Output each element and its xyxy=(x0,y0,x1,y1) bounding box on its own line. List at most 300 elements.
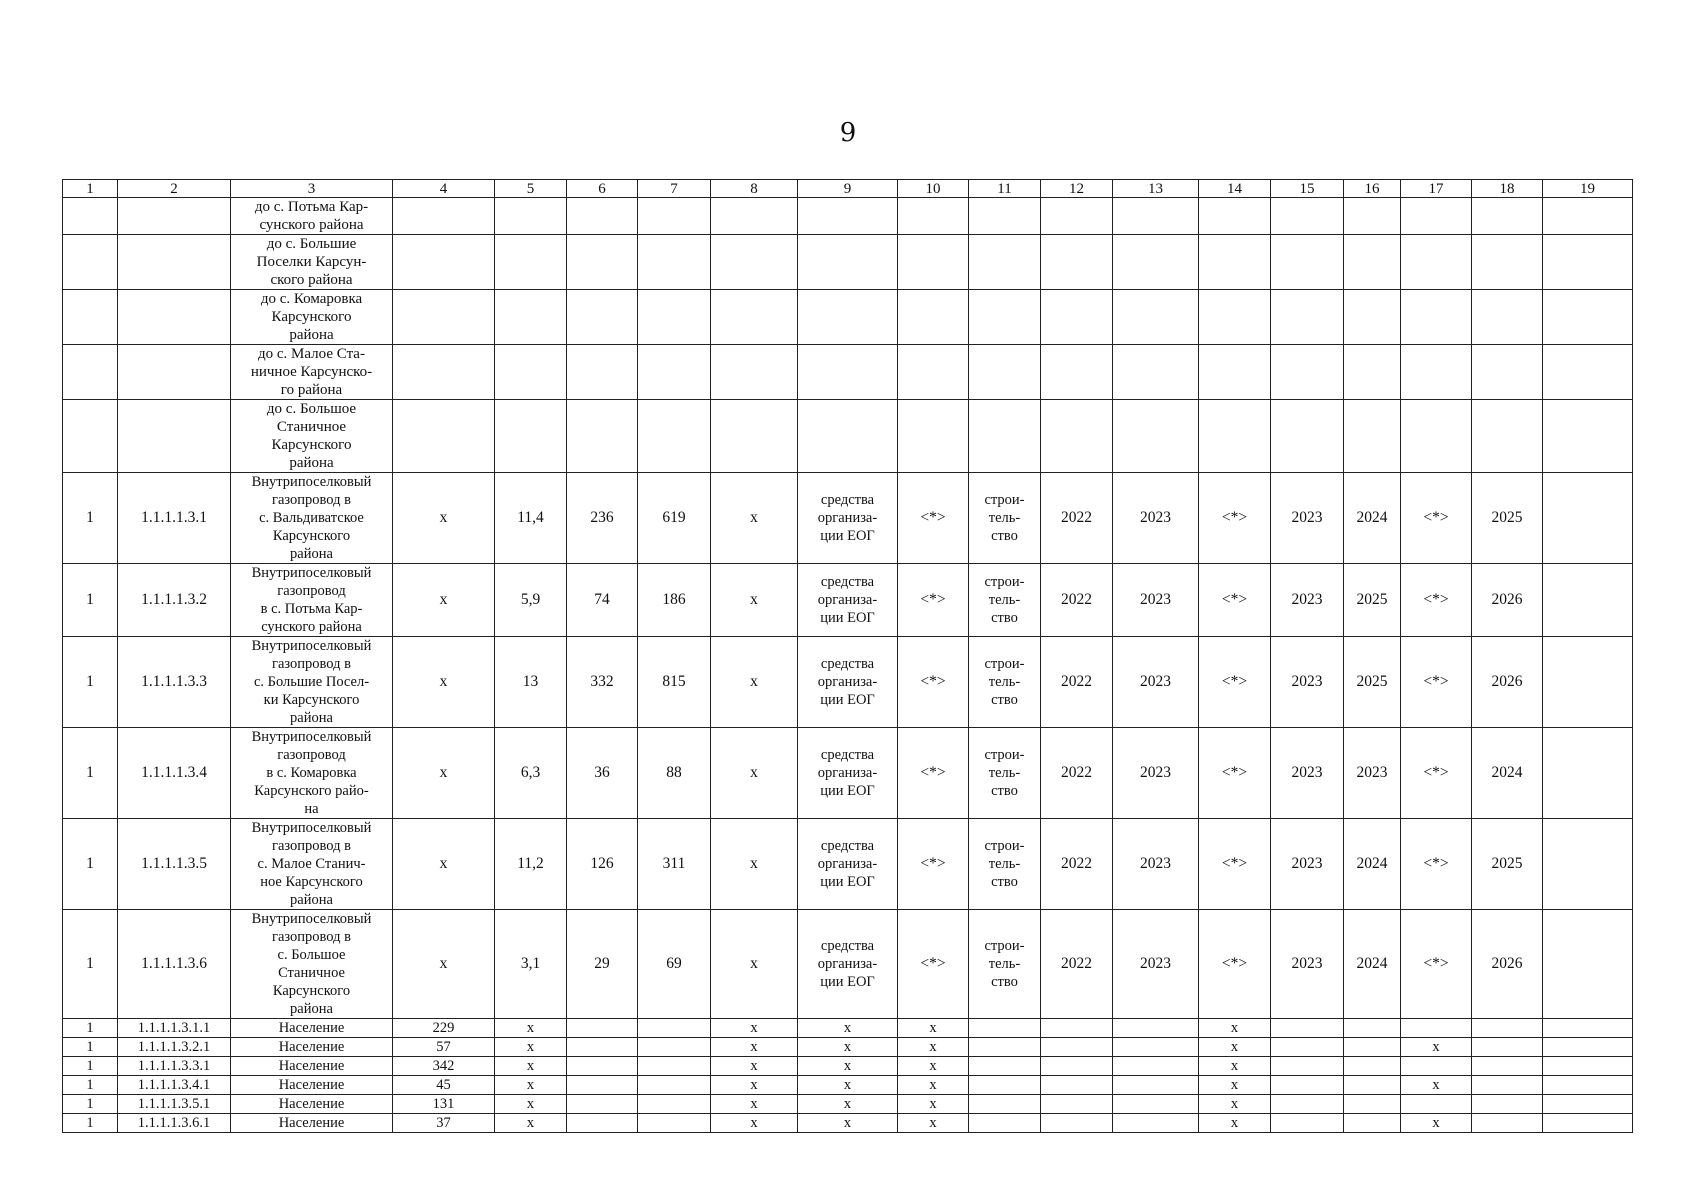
column-number-header: 15 xyxy=(1271,180,1344,198)
table-row xyxy=(63,290,1633,345)
empty-cell xyxy=(1543,290,1633,345)
object-name-cell: до с. Малое Ста- ничное Карсунско- го района xyxy=(231,345,393,400)
empty-cell xyxy=(1344,1114,1401,1133)
column-number-header: 11 xyxy=(969,180,1041,198)
empty-cell xyxy=(969,290,1041,345)
empty-cell xyxy=(1113,345,1199,400)
empty-cell xyxy=(1472,1095,1543,1114)
empty-cell xyxy=(1041,345,1113,400)
table-cell-col-4: x xyxy=(393,637,495,728)
empty-cell xyxy=(1344,1057,1401,1076)
object-name-cell: до с. Комаровка Карсунского района xyxy=(231,290,393,345)
empty-cell xyxy=(1344,1076,1401,1095)
table-cell-col-10: x xyxy=(898,1114,969,1133)
table-cell-col-4: 45 xyxy=(393,1076,495,1095)
table-cell-col-13: 2023 xyxy=(1113,910,1199,1019)
empty-cell xyxy=(118,400,231,473)
empty-cell xyxy=(1543,1057,1633,1076)
table-cell-col-8: x xyxy=(711,1038,798,1057)
empty-cell xyxy=(393,400,495,473)
empty-cell xyxy=(969,1019,1041,1038)
empty-cell xyxy=(1271,1095,1344,1114)
empty-cell xyxy=(1041,1057,1113,1076)
table-cell-col-16: 2024 xyxy=(1344,473,1401,564)
empty-cell xyxy=(638,1019,711,1038)
column-number-header: 8 xyxy=(711,180,798,198)
column-number-header: 7 xyxy=(638,180,711,198)
empty-cell xyxy=(567,400,638,473)
table-cell-col-5: 3,1 xyxy=(495,910,567,1019)
empty-cell xyxy=(1041,290,1113,345)
empty-cell xyxy=(1113,1038,1199,1057)
table-cell-col-16: 2025 xyxy=(1344,564,1401,637)
empty-cell xyxy=(1113,290,1199,345)
empty-cell xyxy=(1271,400,1344,473)
empty-cell xyxy=(567,1095,638,1114)
table-cell-col-7: 88 xyxy=(638,728,711,819)
empty-cell xyxy=(567,198,638,235)
table-cell-col-9: средства организа- ции ЕОГ xyxy=(798,637,898,728)
table-cell-col-14: x xyxy=(1199,1095,1271,1114)
table-row xyxy=(63,198,1633,235)
table-cell-col-3: Население xyxy=(231,1114,393,1133)
table-cell-col-4: 131 xyxy=(393,1095,495,1114)
table-cell-col-4: 342 xyxy=(393,1057,495,1076)
empty-cell xyxy=(1543,1019,1633,1038)
table-cell-col-2: 1.1.1.1.3.2 xyxy=(118,564,231,637)
table-cell-col-3: Внутрипоселковый газопровод в с. Комаровка Карсунского райо- на xyxy=(231,728,393,819)
empty-cell xyxy=(898,290,969,345)
empty-cell xyxy=(1344,198,1401,235)
empty-cell xyxy=(1543,400,1633,473)
table-row xyxy=(63,473,1633,564)
empty-cell xyxy=(1041,1038,1113,1057)
table-cell-col-14: <*> xyxy=(1199,910,1271,1019)
table-cell-col-14: x xyxy=(1199,1038,1271,1057)
table-cell-col-10: <*> xyxy=(898,473,969,564)
population-row xyxy=(63,1114,1633,1133)
table-cell-col-3: Внутрипоселковый газопровод в с. Малое Станич- ное Карсунского района xyxy=(231,819,393,910)
table-cell-col-3: Внутрипоселковый газопровод в с. Потьма Кар- сунского района xyxy=(231,564,393,637)
table-cell-col-12: 2022 xyxy=(1041,728,1113,819)
table-cell-col-13: 2023 xyxy=(1113,473,1199,564)
empty-cell xyxy=(1401,290,1472,345)
table-cell-col-1: 1 xyxy=(63,564,118,637)
table-cell-col-4: 37 xyxy=(393,1114,495,1133)
table-cell-col-9: средства организа- ции ЕОГ xyxy=(798,819,898,910)
empty-cell xyxy=(969,400,1041,473)
table-cell-col-1: 1 xyxy=(63,473,118,564)
empty-cell xyxy=(638,400,711,473)
empty-cell xyxy=(1271,1114,1344,1133)
table-cell-col-2: 1.1.1.1.3.4 xyxy=(118,728,231,819)
column-number-header: 13 xyxy=(1113,180,1199,198)
column-number-header: 17 xyxy=(1401,180,1472,198)
empty-cell xyxy=(898,345,969,400)
table-cell-col-15: 2023 xyxy=(1271,564,1344,637)
table-cell-col-9: средства организа- ции ЕОГ xyxy=(798,910,898,1019)
empty-cell xyxy=(567,290,638,345)
empty-cell xyxy=(1271,1057,1344,1076)
column-number-header: 16 xyxy=(1344,180,1401,198)
table-cell-col-14: x xyxy=(1199,1076,1271,1095)
table-cell-col-15: 2023 xyxy=(1271,819,1344,910)
empty-cell xyxy=(1113,400,1199,473)
table-cell-col-13: 2023 xyxy=(1113,728,1199,819)
empty-cell xyxy=(638,1095,711,1114)
table-row xyxy=(63,637,1633,728)
table-cell-col-1: 1 xyxy=(63,1076,118,1095)
table-cell-col-1: 1 xyxy=(63,1057,118,1076)
empty-cell xyxy=(1543,198,1633,235)
empty-cell xyxy=(638,1038,711,1057)
empty-cell xyxy=(393,235,495,290)
table-cell-col-8: x xyxy=(711,1076,798,1095)
empty-cell xyxy=(1113,1019,1199,1038)
empty-cell xyxy=(495,400,567,473)
empty-cell xyxy=(1041,1114,1113,1133)
empty-cell xyxy=(567,235,638,290)
table-cell-col-3: Население xyxy=(231,1076,393,1095)
empty-cell xyxy=(638,235,711,290)
object-name-cell: до с. Большие Поселки Карсун- ского района xyxy=(231,235,393,290)
table-cell-col-14: x xyxy=(1199,1114,1271,1133)
table-cell-col-11: строи- тель- ство xyxy=(969,728,1041,819)
table-cell-col-16: 2023 xyxy=(1344,728,1401,819)
empty-cell xyxy=(1344,345,1401,400)
table-row xyxy=(63,235,1633,290)
empty-cell xyxy=(118,235,231,290)
population-row xyxy=(63,1095,1633,1114)
table-cell-col-6: 74 xyxy=(567,564,638,637)
table-cell-col-12: 2022 xyxy=(1041,473,1113,564)
population-row xyxy=(63,1019,1633,1038)
object-name-cell: до с. Потьма Кар- сунского района xyxy=(231,198,393,235)
empty-cell xyxy=(1271,1076,1344,1095)
table-cell-col-17: x xyxy=(1401,1114,1472,1133)
empty-cell xyxy=(798,198,898,235)
empty-cell xyxy=(1344,290,1401,345)
table-row xyxy=(63,400,1633,473)
table-cell-col-15: 2023 xyxy=(1271,637,1344,728)
table-cell-col-18: 2026 xyxy=(1472,564,1543,637)
table-cell-col-3: Внутрипоселковый газопровод в с. Вальдиватское Карсунского района xyxy=(231,473,393,564)
empty-cell xyxy=(1113,1057,1199,1076)
empty-cell xyxy=(63,400,118,473)
table-cell-col-9: средства организа- ции ЕОГ xyxy=(798,473,898,564)
table-cell-col-19 xyxy=(1543,564,1633,637)
table-cell-col-7: 311 xyxy=(638,819,711,910)
empty-cell xyxy=(711,400,798,473)
table-cell-col-17: <*> xyxy=(1401,728,1472,819)
table-cell-col-10: <*> xyxy=(898,637,969,728)
page-number: 9 xyxy=(839,118,857,148)
table-cell-col-5: 5,9 xyxy=(495,564,567,637)
table-cell-col-1: 1 xyxy=(63,1114,118,1133)
table-cell-col-13: 2023 xyxy=(1113,819,1199,910)
empty-cell xyxy=(393,290,495,345)
empty-cell xyxy=(1199,198,1271,235)
empty-cell xyxy=(1543,1095,1633,1114)
table-cell-col-9: x xyxy=(798,1095,898,1114)
table-cell-col-2: 1.1.1.1.3.6 xyxy=(118,910,231,1019)
empty-cell xyxy=(638,1114,711,1133)
table-cell-col-12: 2022 xyxy=(1041,819,1113,910)
table-cell-col-13: 2023 xyxy=(1113,637,1199,728)
empty-cell xyxy=(1271,290,1344,345)
table-cell-col-15: 2023 xyxy=(1271,728,1344,819)
table-cell-col-1: 1 xyxy=(63,819,118,910)
table-cell-col-3: Население xyxy=(231,1038,393,1057)
empty-cell xyxy=(1271,198,1344,235)
empty-cell xyxy=(1041,400,1113,473)
table-cell-col-17 xyxy=(1401,1057,1472,1076)
table-cell-col-5: 11,4 xyxy=(495,473,567,564)
empty-cell xyxy=(1543,235,1633,290)
empty-cell xyxy=(1344,1038,1401,1057)
empty-cell xyxy=(1199,235,1271,290)
population-row xyxy=(63,1057,1633,1076)
empty-cell xyxy=(1113,235,1199,290)
empty-cell xyxy=(1543,1114,1633,1133)
empty-cell xyxy=(1041,1019,1113,1038)
empty-cell xyxy=(118,290,231,345)
table-cell-col-2: 1.1.1.1.3.2.1 xyxy=(118,1038,231,1057)
table-cell-col-17: <*> xyxy=(1401,819,1472,910)
empty-cell xyxy=(1113,1095,1199,1114)
table-cell-col-3: Население xyxy=(231,1019,393,1038)
table-cell-col-10: x xyxy=(898,1076,969,1095)
empty-cell xyxy=(1472,1076,1543,1095)
table-cell-col-6: 332 xyxy=(567,637,638,728)
table-cell-col-7: 69 xyxy=(638,910,711,1019)
table-cell-col-17: <*> xyxy=(1401,564,1472,637)
empty-cell xyxy=(1472,1019,1543,1038)
empty-cell xyxy=(1472,290,1543,345)
table-cell-col-2: 1.1.1.1.3.3.1 xyxy=(118,1057,231,1076)
empty-cell xyxy=(1472,400,1543,473)
table-cell-col-8: x xyxy=(711,819,798,910)
column-number-header: 14 xyxy=(1199,180,1271,198)
empty-cell xyxy=(798,400,898,473)
table-cell-col-7: 619 xyxy=(638,473,711,564)
empty-cell xyxy=(495,290,567,345)
table-cell-col-4: 57 xyxy=(393,1038,495,1057)
column-number-row xyxy=(63,180,1633,198)
empty-cell xyxy=(1472,235,1543,290)
table-cell-col-5: 11,2 xyxy=(495,819,567,910)
empty-cell xyxy=(638,290,711,345)
empty-cell xyxy=(63,345,118,400)
column-number-header: 4 xyxy=(393,180,495,198)
empty-cell xyxy=(393,345,495,400)
empty-cell xyxy=(969,345,1041,400)
table-cell-col-1: 1 xyxy=(63,728,118,819)
empty-cell xyxy=(798,235,898,290)
table-cell-col-3: Население xyxy=(231,1095,393,1114)
empty-cell xyxy=(1271,1038,1344,1057)
table-cell-col-12: 2022 xyxy=(1041,637,1113,728)
empty-cell xyxy=(969,235,1041,290)
empty-cell xyxy=(711,235,798,290)
table-cell-col-19 xyxy=(1543,637,1633,728)
empty-cell xyxy=(969,1076,1041,1095)
table-cell-col-17: x xyxy=(1401,1076,1472,1095)
table-cell-col-2: 1.1.1.1.3.6.1 xyxy=(118,1114,231,1133)
table-cell-col-4: x xyxy=(393,564,495,637)
table-cell-col-14: <*> xyxy=(1199,564,1271,637)
table-cell-col-19 xyxy=(1543,910,1633,1019)
empty-cell xyxy=(638,1076,711,1095)
table-cell-col-17: x xyxy=(1401,1038,1472,1057)
empty-cell xyxy=(969,1114,1041,1133)
object-name-cell: до с. Большое Станичное Карсунского района xyxy=(231,400,393,473)
empty-cell xyxy=(1199,345,1271,400)
empty-cell xyxy=(567,1076,638,1095)
empty-cell xyxy=(711,198,798,235)
table-cell-col-8: x xyxy=(711,473,798,564)
empty-cell xyxy=(1401,345,1472,400)
table-cell-col-2: 1.1.1.1.3.1.1 xyxy=(118,1019,231,1038)
table-cell-col-18: 2026 xyxy=(1472,910,1543,1019)
table-cell-col-7: 186 xyxy=(638,564,711,637)
empty-cell xyxy=(1344,400,1401,473)
table-cell-col-5: x xyxy=(495,1114,567,1133)
empty-cell xyxy=(898,198,969,235)
table-row xyxy=(63,728,1633,819)
empty-cell xyxy=(1401,198,1472,235)
empty-cell xyxy=(638,345,711,400)
table-cell-col-11: строи- тель- ство xyxy=(969,819,1041,910)
empty-cell xyxy=(1472,198,1543,235)
table-cell-col-16: 2024 xyxy=(1344,819,1401,910)
table-cell-col-18: 2025 xyxy=(1472,819,1543,910)
table-cell-col-12: 2022 xyxy=(1041,910,1113,1019)
table-cell-col-5: 6,3 xyxy=(495,728,567,819)
empty-cell xyxy=(1271,235,1344,290)
empty-cell xyxy=(638,1057,711,1076)
table-cell-col-5: x xyxy=(495,1076,567,1095)
table-cell-col-16: 2024 xyxy=(1344,910,1401,1019)
table-cell-col-9: x xyxy=(798,1019,898,1038)
empty-cell xyxy=(393,198,495,235)
table-cell-col-19 xyxy=(1543,473,1633,564)
table-cell-col-17: <*> xyxy=(1401,637,1472,728)
table-cell-col-11: строи- тель- ство xyxy=(969,564,1041,637)
empty-cell xyxy=(1113,1076,1199,1095)
empty-cell xyxy=(1271,1019,1344,1038)
empty-cell xyxy=(638,198,711,235)
empty-cell xyxy=(495,198,567,235)
empty-cell xyxy=(567,1038,638,1057)
empty-cell xyxy=(1472,1114,1543,1133)
table-cell-col-14: <*> xyxy=(1199,819,1271,910)
table-row xyxy=(63,345,1633,400)
empty-cell xyxy=(1472,345,1543,400)
table-cell-col-18: 2025 xyxy=(1472,473,1543,564)
column-number-header: 3 xyxy=(231,180,393,198)
table-cell-col-14: <*> xyxy=(1199,728,1271,819)
column-number-header: 9 xyxy=(798,180,898,198)
table-row xyxy=(63,819,1633,910)
table-cell-col-8: x xyxy=(711,1057,798,1076)
table-cell-col-8: x xyxy=(711,728,798,819)
table-cell-col-2: 1.1.1.1.3.5.1 xyxy=(118,1095,231,1114)
table-cell-col-1: 1 xyxy=(63,1095,118,1114)
table-cell-col-11: строи- тель- ство xyxy=(969,473,1041,564)
empty-cell xyxy=(63,235,118,290)
empty-cell xyxy=(1344,1095,1401,1114)
empty-cell xyxy=(1344,235,1401,290)
empty-cell xyxy=(969,1038,1041,1057)
empty-cell xyxy=(63,290,118,345)
empty-cell xyxy=(711,290,798,345)
table-row xyxy=(63,564,1633,637)
table-cell-col-5: x xyxy=(495,1095,567,1114)
column-number-header: 1 xyxy=(63,180,118,198)
table-cell-col-17 xyxy=(1401,1095,1472,1114)
table-cell-col-3: Население xyxy=(231,1057,393,1076)
table-row xyxy=(63,910,1633,1019)
table-cell-col-10: x xyxy=(898,1038,969,1057)
table-cell-col-4: x xyxy=(393,473,495,564)
column-number-header: 12 xyxy=(1041,180,1113,198)
table-cell-col-7: 815 xyxy=(638,637,711,728)
table-cell-col-3: Внутрипоселковый газопровод в с. Большое Станичное Карсунского района xyxy=(231,910,393,1019)
empty-cell xyxy=(1199,290,1271,345)
table-cell-col-8: x xyxy=(711,1114,798,1133)
table-cell-col-15: 2023 xyxy=(1271,910,1344,1019)
table-cell-col-19 xyxy=(1543,728,1633,819)
empty-cell xyxy=(567,345,638,400)
empty-cell xyxy=(1543,345,1633,400)
table-cell-col-11: строи- тель- ство xyxy=(969,637,1041,728)
empty-cell xyxy=(1401,400,1472,473)
empty-cell xyxy=(898,400,969,473)
empty-cell xyxy=(495,235,567,290)
table-cell-col-1: 1 xyxy=(63,1038,118,1057)
table-cell-col-19 xyxy=(1543,819,1633,910)
table-cell-col-6: 126 xyxy=(567,819,638,910)
table-cell-col-5: x xyxy=(495,1038,567,1057)
empty-cell xyxy=(1543,1076,1633,1095)
table-cell-col-17: <*> xyxy=(1401,473,1472,564)
table-cell-col-9: средства организа- ции ЕОГ xyxy=(798,564,898,637)
table-cell-col-14: x xyxy=(1199,1019,1271,1038)
empty-cell xyxy=(1199,400,1271,473)
empty-cell xyxy=(495,345,567,400)
empty-cell xyxy=(1041,235,1113,290)
table-cell-col-13: 2023 xyxy=(1113,564,1199,637)
table-cell-col-10: <*> xyxy=(898,910,969,1019)
table-cell-col-1: 1 xyxy=(63,1019,118,1038)
table-cell-col-11: строи- тель- ство xyxy=(969,910,1041,1019)
table-cell-col-9: x xyxy=(798,1114,898,1133)
column-number-header: 18 xyxy=(1472,180,1543,198)
table-cell-col-18: 2026 xyxy=(1472,637,1543,728)
table-cell-col-4: x xyxy=(393,910,495,1019)
table-cell-col-14: x xyxy=(1199,1057,1271,1076)
empty-cell xyxy=(1401,235,1472,290)
table-cell-col-12: 2022 xyxy=(1041,564,1113,637)
empty-cell xyxy=(1113,198,1199,235)
column-number-header: 6 xyxy=(567,180,638,198)
table-cell-col-10: x xyxy=(898,1057,969,1076)
table-cell-col-10: <*> xyxy=(898,819,969,910)
empty-cell xyxy=(1041,1076,1113,1095)
empty-cell xyxy=(898,235,969,290)
empty-cell xyxy=(118,345,231,400)
